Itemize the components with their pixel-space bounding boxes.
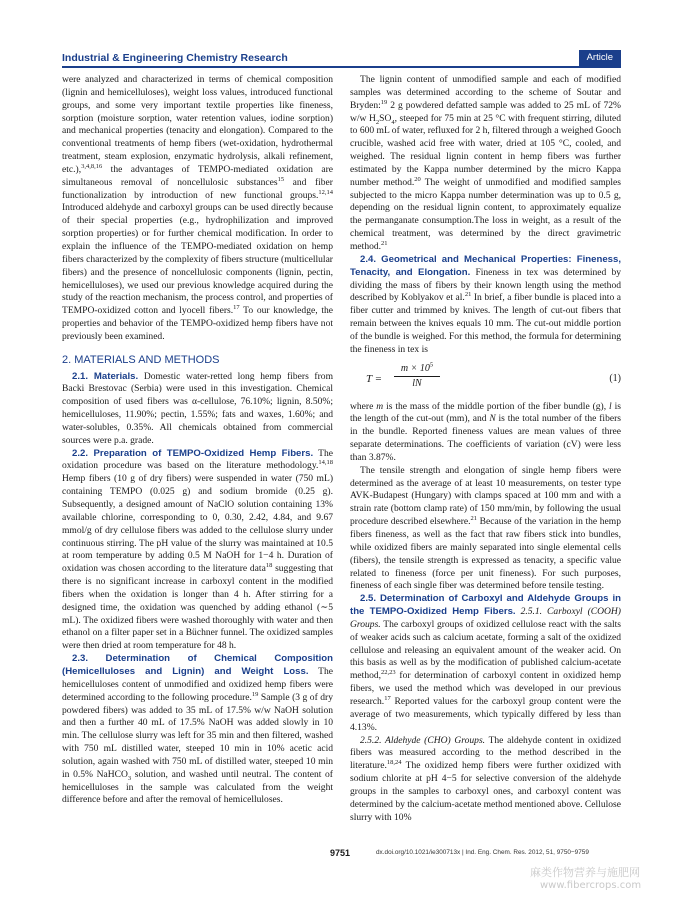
equation-numerator: m × 10 bbox=[400, 362, 430, 374]
fineness-paragraph: 2.4. Geometrical and Mechanical Properties: Fineness, Tenacity, and Elongation. Fineness in tex was determined by dividing the mass of fibers by their known length using the method described by Koblyakov et al.$^{21}$ In brief, a fiber bundle is placed into a fiber cutter and trimmed by knives. The length of cut-out fibers that remain between the knives equals 10 mm. The cut-out middle portion of the bundle is weighed. For this method, the formula for determining the fineness in tex is bbox=[350, 253, 621, 355]
watermark-chinese: 麻类作物营养与施肥网 bbox=[530, 866, 640, 879]
equation-number: (1) bbox=[609, 372, 621, 384]
running-header bbox=[62, 50, 621, 66]
materials-paragraph: 2.1. Materials. Domestic water-retted long hemp fibers from Backi Brestovac (Serbia) were used in this investigation. Chemical composition of used fibers was α-cellulose, 76.10%; lignin, 8.50%; hemicelluloses, 11.90%; pectin, 1.55%; fats and waxes, 1.60%; and water-solubles, 0.35%. All chemicals obtained from commercial sources were p.a. grade. bbox=[62, 370, 333, 446]
right-column bbox=[350, 74, 621, 824]
tempo-preparation-paragraph: 2.2. Preparation of TEMPO-Oxidized Hemp Fibers. The oxidation procedure was based on the literature methodology.$^{14,18}$ Hemp fibers (10 g of dry fibers) were suspended in water (750 mL) containing TEMPO (0.025 g) and sodium bromide (0.25 g). Subsequently, a designed amount of NaClO solution containing 13% available chlorine, corresponding to 0, 0.30, 2.42, 4.84, and 9.67 mmol/g of dry cellulose fibers was added to the cellulose slurry under continuous stirring. The pH value of the slurry was maintained at 10.5 at room temperature by adding 0.5 M NaOH for 1−4 h. Duration of oxidation was chosen according to the literature data$^{18}$ suggesting that there is no significant increase in carboxyl content in the modified fibers when the oxidation is longer than 4 h. After stirring for a designed time, the oxidation was quenched by adding ethanol (∼5 mL). The oxidized fibers were washed thoroughly with water and then ethanol on a filter paper set in a Büchner funnel. The oxidized samples were then dried at room temperature for 48 h. bbox=[62, 447, 333, 652]
equation-lhs: T = bbox=[366, 372, 383, 385]
page-number: 9751 bbox=[330, 848, 351, 858]
chemical-composition-paragraph: 2.3. Determination of Chemical Composition (Hemicelluloses and Lignin) and Weight Loss. The hemicelluloses content of unmodified and oxidized hemp fibers were determined according to the following procedure.$^{19}$ Sample (3 g of dry powdered fibers) was added to 35 mL of 17.5% w/w NaOH solution and then a further 40 mL of 17.5% NaOH was added slowly in 10 min. The cellulose slurry was left for 35 min and then filtered, washed with 750 mL distilled water, steeped 10 min in 10% acetic acid solution, again washed with 750 mL of distilled water, steeped 10 min in 0.5% NaHCO$_3$ solution, and washed until neutral. The content of hemicelluloses in the sample was calculated from the weight difference before and after the removal of hemicelluloses. bbox=[62, 653, 333, 806]
tensile-paragraph: The tensile strength and elongation of single hemp fibers were determined as the average of at least 10 measurements, on tester type AVK-Budapest (Hungary) with clamps spaced at 100 mm and with a strain rate (bottom clamp rate) of 150 mm/min, by following the usual procedure described elsewhere.$^{21}$ Because of the variation in the hemp fibers fineness, as well as the fact that raw fibers stick into bundles, while oxidized fibers are mainly separated into single elemental cells (fibers), the tensile strength is expressed as tenacity, a specific value related to fineness (force per unit fineness). For such purposes, fineness of each single fiber was determined before tensile testing. bbox=[350, 464, 621, 592]
lignin-paragraph: The lignin content of unmodified sample and each of modified samples was determined according to the scheme of Soutar and Bryden:$^{19}$ 2 g powdered defatted sample was added to 25 mL of 72% w/w $H_2SO_4$, steeped for 75 min at 25 °C with frequent stirring, diluted to 600 mL of water, refluxed for 2 h, filtered through a weighed Gooch crucible, washed acid free with water, dried at 105 °C, cooled, and weighed. The residual lignin content in hemp fibers was further estimated by the Kappa number determined by the micro Kappa number method.$^{20}$ The weight of unmodified and modified samples subjected to the micro Kappa number determination was up to 0.5 g, depending on the residual lignin content, to approximately equalize the permanganate consumption.The loss in weight, as a result of the chemical treatment, was determined by the direct gravimetric method.$^{21}$ bbox=[350, 74, 621, 252]
header-rule bbox=[62, 66, 621, 68]
fineness-equation bbox=[350, 363, 621, 397]
watermark-url: www.fibercrops.com bbox=[540, 880, 642, 891]
journal-title: Industrial & Engineering Chemistry Research bbox=[62, 52, 288, 64]
section-heading-materials-methods: 2. MATERIALS AND METHODS bbox=[62, 353, 220, 366]
article-badge: Article bbox=[579, 50, 621, 66]
equation-explanation: where m is the mass of the middle portion of the fiber bundle (g), l is the length of the cut-out (mm), and N is the total number of the fibers in the bundle. Reported fineness values are mean values of three separate determinations. The coefficients of variation (cV) were less than 3.87%. bbox=[350, 400, 621, 463]
intro-paragraph: were analyzed and characterized in terms of chemical composition (lignin and hemicelluloses), weight loss values, introduced functional groups, and some very important textile properties like fineness, sorption (moisture sorption, water retention values, iodine sorption) and mechanical properties (tenacity and elongation). Compared to the conventional treatments of hemp fibers (wet-oxidation, hydrothermal treatment, steam explosion, enzymatic hydrolysis, alkali refinement, etc.),$^{3,4,8,16}$ the advantages of TEMPO-mediated oxidation are simultaneous removal of noncellulosic substances$^{15}$ and fiber functionalization by introduction of new functional groups.$^{12,14}$ Introduced aldehyde and carboxyl groups can be used directly because of their special properties (e.g., hydrophilization and improved sorption properties) or for further chemical modification. In order to explain the influence of the TEMPO-mediated oxidation on hemp fibers characterized by the complexity of fibers structure (multicellular fibers) and the presence of noncellulosic components (lignin, pectin, hemicelluloses), we used our previous knowledge acquired during the study of the reaction mechanism, the process control, and properties of TEMPO-oxidized cotton and lyocell fibers.$^{17}$ To our knowledge, the properties and behavior of the TEMPO-oxidized hemp fibers have not previously been examined. bbox=[62, 74, 333, 342]
carboxyl-paragraph: 2.5. Determination of Carboxyl and Aldehyde Groups in the TEMPO-Oxidized Hemp Fibers. 2.5.1. Carboxyl (COOH) Groups. The carboxyl groups of oxidized cellulose react with the salts of weaker acids such as calcium acetate, forming a salt of the oxidized cellulose and releasing an equivalent amount of the weaker acid. On this basis as well as by the modification of published calcium-acetate method,$^{22,23}$ for determination of carboxyl content in oxidized hemp fibers, we used the method which was developed in our previous research.$^{17}$ Reported values for the carboxyl group content were the average of two measurements, which typically differed by less than 4.13%. bbox=[350, 593, 621, 733]
equation-fraction: $\frac{m \times 10^5}{lN}$ bbox=[394, 363, 440, 392]
doi-line: dx.doi.org/10.1021/ie300713x | Ind. Eng. Chem. Res. 2012, 51, 9750−9759 bbox=[376, 849, 589, 856]
equation-denominator: lN bbox=[412, 378, 422, 390]
left-column bbox=[62, 74, 333, 807]
aldehyde-paragraph: 2.5.2. Aldehyde (CHO) Groups. The aldehyde content in oxidized fibers was measured according to the method described in the literature.$^{18,24}$ The oxidized hemp fibers were further oxidized with sodium chlorite at pH 4−5 for selective conversion of the aldehyde groups in the samples to carboxyl ones, and carboxyl content was determined by the calcium-acetate method mentioned above. Cellulose slurry with 10% bbox=[350, 734, 621, 823]
